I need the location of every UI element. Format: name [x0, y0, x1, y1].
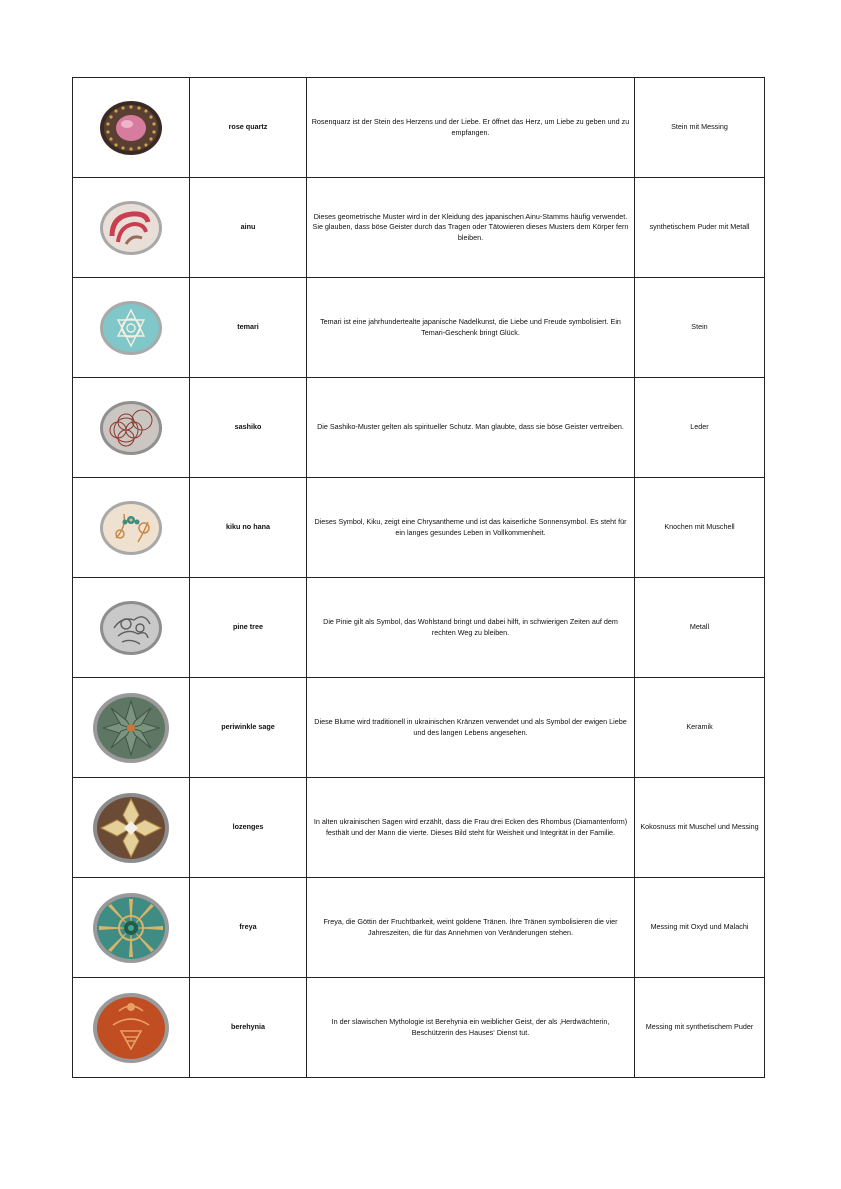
item-name: lozenges [190, 778, 307, 878]
temari-pattern-button-icon [98, 298, 164, 358]
image-cell [73, 78, 190, 178]
item-name: freya [190, 878, 307, 978]
image-cell [73, 378, 190, 478]
table-row [73, 78, 765, 178]
product-table [72, 77, 765, 1078]
item-material: Keramik [635, 678, 765, 778]
item-description: Dieses geometrische Muster wird in der Kleidung des japanischen Ainu-Stamms häufig verwendet. Sie glauben, dass böse Geister durch das Tragen oder Tätowieren dieses Musters dem Körper fern bleiben. [307, 178, 635, 278]
periwinkle-flower-button-icon [91, 691, 171, 765]
item-name: sashiko [190, 378, 307, 478]
item-name: ainu [190, 178, 307, 278]
item-description: Die Sashiko-Muster gelten als spiritueller Schutz. Man glaubte, dass sie böse Geister vertreiben. [307, 378, 635, 478]
item-material: Messing mit synthetischem Puder [635, 978, 765, 1078]
table-row [73, 778, 765, 878]
table-row [73, 378, 765, 478]
item-description: Freya, die Göttin der Fruchtbarkeit, weint goldene Tränen. Ihre Tränen symbolisieren die vier Jahreszeiten, die für das Annehmen von Veränderungen stehen. [307, 878, 635, 978]
item-description: Temari ist eine jahrhundertealte japanische Nadelkunst, die Liebe und Freude symbolisiert. Ein Temari-Geschenk bringt Glück. [307, 278, 635, 378]
image-cell [73, 778, 190, 878]
table-row [73, 678, 765, 778]
item-name: temari [190, 278, 307, 378]
ainu-pattern-button-icon [98, 198, 164, 258]
item-description: Die Pinie gilt als Symbol, das Wohlstand bringt und dabei hilft, in schwierigen Zeiten auf dem rechten Weg zu bleiben. [307, 578, 635, 678]
item-description: Rosenquarz ist der Stein des Herzens und der Liebe. Er öffnet das Herz, um Liebe zu geben und zu empfangen. [307, 78, 635, 178]
item-name: berehynia [190, 978, 307, 1078]
item-material: Leder [635, 378, 765, 478]
table-row [73, 178, 765, 278]
item-material: Metall [635, 578, 765, 678]
item-material: Knochen mit Muschell [635, 478, 765, 578]
freya-sun-button-icon [91, 891, 171, 965]
item-material: Messing mit Oxyd und Malachi [635, 878, 765, 978]
image-cell [73, 578, 190, 678]
image-cell [73, 978, 190, 1078]
item-material: synthetischem Puder mit Metall [635, 178, 765, 278]
item-description: Diese Blume wird traditionell in ukrainischen Kränzen verwendet und als Symbol der ewigen Liebe und des langen Lebens angesehen. [307, 678, 635, 778]
rose-quartz-stone-button-icon [98, 98, 164, 158]
image-cell [73, 178, 190, 278]
item-name: kiku no hana [190, 478, 307, 578]
item-name: periwinkle sage [190, 678, 307, 778]
item-description: Dieses Symbol, Kiku, zeigt eine Chrysantheme und ist das kaiserliche Sonnensymbol. Es steht für ein langes gesundes Leben in Vollkommenheit. [307, 478, 635, 578]
kiku-flower-button-icon [98, 498, 164, 558]
item-description: In alten ukrainischen Sagen wird erzählt, dass die Frau drei Ecken des Rhombus (Diamantenform) festhält und der Mann die vierte. Dieses Bild steht für Weisheit und Integrität in der Familie. [307, 778, 635, 878]
image-cell [73, 278, 190, 378]
berehynia-figure-button-icon [91, 991, 171, 1065]
item-name: rose quartz [190, 78, 307, 178]
table-row [73, 478, 765, 578]
image-cell [73, 678, 190, 778]
image-cell [73, 478, 190, 578]
lozenges-pattern-button-icon [91, 791, 171, 865]
item-material: Kokosnuss mit Muschel und Messing [635, 778, 765, 878]
item-material: Stein mit Messing [635, 78, 765, 178]
table-row [73, 978, 765, 1078]
table-row [73, 578, 765, 678]
table-row [73, 878, 765, 978]
table-row [73, 278, 765, 378]
item-name: pine tree [190, 578, 307, 678]
sashiko-pattern-button-icon [98, 398, 164, 458]
pine-tree-button-icon [98, 598, 164, 658]
image-cell [73, 878, 190, 978]
item-material: Stein [635, 278, 765, 378]
item-description: In der slawischen Mythologie ist Berehynia ein weiblicher Geist, der als ‚Herdwächterin, Beschützerin des Hauses‘ Dienst tut. [307, 978, 635, 1078]
